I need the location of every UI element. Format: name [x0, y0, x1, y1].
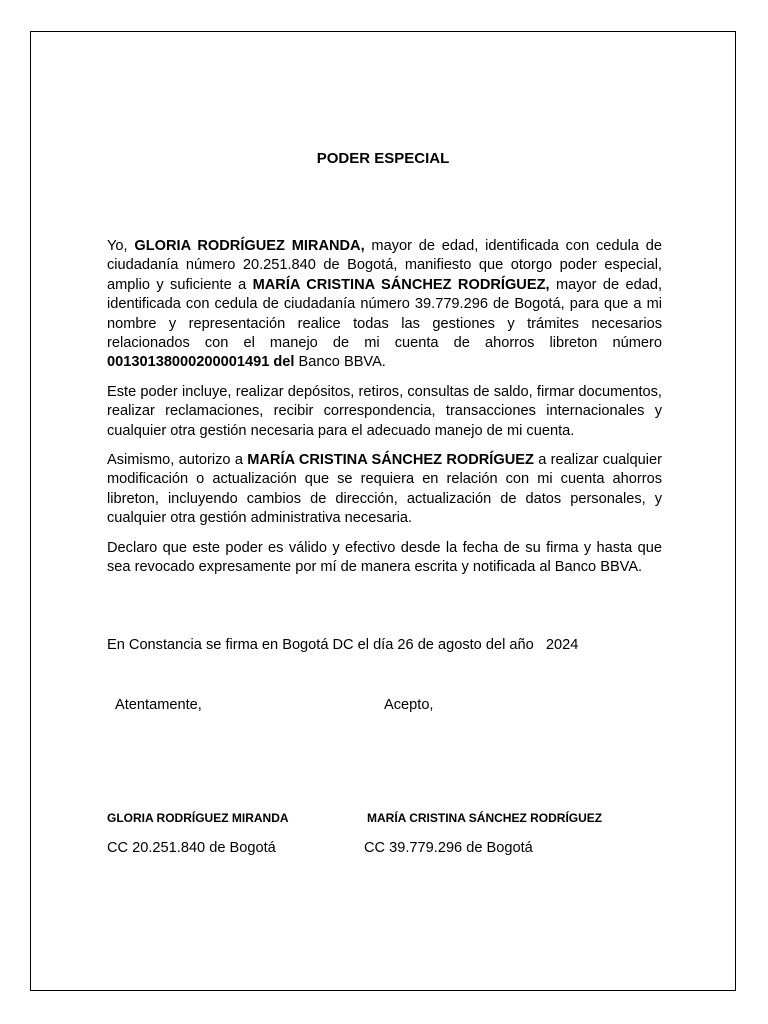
p3-text-1: Asimismo, autorizo a [107, 452, 248, 469]
p1-text-2: mayor de edad, identificada con cedula de ciudadanía número 20.251.840 de Bogotá, manifiesto que otorgo poder especial, amplio y suficiente a [107, 238, 663, 293]
p1-text-3: mayor de edad, identificada con cedula de ciudadanía número 39.779.296 de Bogotá, para que a mi nombre y representación realice todas las gestiones y trámites necesarios relacionados con el manejo de mi cuenta de ahorros libreton número [107, 276, 663, 352]
paragraph-scope: Este poder incluye, realizar depósitos, retiros, consultas de saldo, firmar documentos, realizar reclamaciones, recibir correspondencia, transacciones internacionales y cualquier otra gestión necesaria para el adecuado manejo de mi cuenta. [107, 383, 662, 439]
signatory-name-left: GLORIA RODRÍGUEZ MIRANDA [107, 811, 289, 825]
authorized-name: MARÍA CRISTINA SÁNCHEZ RODRÍGUEZ [247, 452, 534, 469]
signatory-name-right: MARÍA CRISTINA SÁNCHEZ RODRÍGUEZ [367, 811, 603, 825]
p1-text-4: Banco BBVA. [294, 354, 386, 371]
paragraph-authorization [107, 451, 662, 529]
signatory-id-left: CC 20.251.840 de Bogotá [107, 840, 276, 856]
p1-text-1: Yo, [107, 238, 135, 254]
paragraph-grant [107, 237, 662, 373]
grantor-name: GLORIA RODRÍGUEZ MIRANDA, [134, 238, 365, 254]
signature-label-left: Atentamente, [115, 697, 202, 713]
signatory-id-right: CC 39.779.296 de Bogotá [364, 840, 533, 856]
signature-label-right: Acepto, [384, 697, 434, 713]
account-number: 00130138000200001491 del [107, 354, 295, 371]
closing-statement: En Constancia se firma en Bogotá DC el día 26 de agosto del año 2024 [107, 637, 579, 653]
p3-text-2: a realizar cualquier modificación o actualización que se requiera en relación con mi cuenta ahorros libreton, incluyendo cambios de dirección, actualización de datos personales, y cualquier otra gestión administrativa necesaria. [107, 452, 662, 527]
grantee-name: MARÍA CRISTINA SÁNCHEZ RODRÍGUEZ, [252, 276, 550, 293]
document-page [30, 31, 736, 991]
document-title: PODER ESPECIAL [316, 150, 450, 167]
document-body [107, 237, 662, 588]
paragraph-validity: Declaro que este poder es válido y efectivo desde la fecha de su firma y hasta que sea revocado expresamente por mí de manera escrita y notificada al Banco BBVA. [107, 539, 662, 576]
